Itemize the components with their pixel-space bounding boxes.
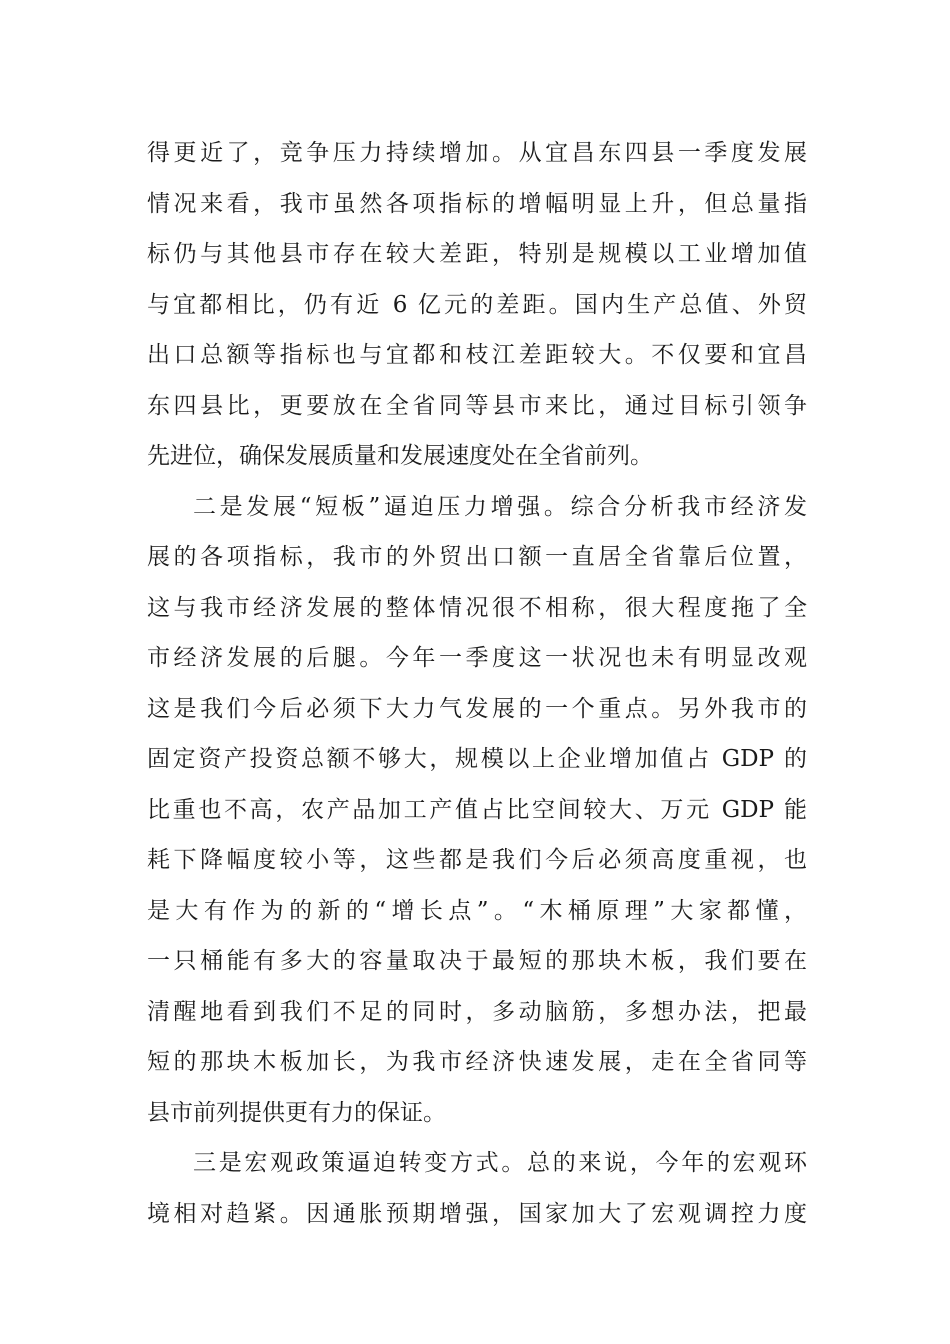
paragraph-1-line-5: 出口总额等指标也与宜都和枝江差距较大。不仅要和宜昌	[147, 342, 807, 368]
paragraph-1-line-6: 东四县比，更要放在全省同等县市来比，通过目标引领争	[147, 392, 807, 419]
paragraph-1-line-2: 情况来看，我市虽然各项指标的增幅明显上升，但总量指	[147, 190, 807, 217]
paragraph-1-line-3: 标仍与其他县市存在较大差距，特别是规模以工业增加值	[147, 241, 807, 267]
paragraph-2-line-5: 这是我们今后必须下大力气发展的一个重点。另外我市的	[147, 695, 807, 722]
paragraph-2-line-13: 县市前列提供更有力的保证。	[147, 1099, 446, 1126]
paragraph-2-line-6: 固定资产投资总额不够大，规模以上企业增加值占 GDP 的	[147, 746, 807, 772]
paragraph-2-line-2: 展的各项指标，我市的外贸出口额一直居全省靠后位置，	[147, 544, 807, 570]
paragraph-2-line-10: 一只桶能有多大的容量取决于最短的那块木板，我们要在	[147, 948, 807, 974]
paragraph-3-line-2: 境相对趋紧。因通胀预期增强，国家加大了宏观调控力度	[147, 1200, 807, 1227]
paragraph-2-line-9: 是大有作为的新的“增长点”。“木桶原理”大家都懂，	[147, 897, 807, 924]
paragraph-2-line-7: 比重也不高，农产品加工产值占比空间较大、万元 GDP 能	[147, 796, 807, 823]
paragraph-2-line-1: 二是发展“短板”逼迫压力增强。综合分析我市经济发	[193, 493, 807, 520]
paragraph-3-line-1: 三是宏观政策逼迫转变方式。总的来说，今年的宏观环	[193, 1150, 807, 1176]
document-body	[147, 128, 807, 1239]
paragraph-1-line-7: 先进位，确保发展质量和发展速度处在全省前列。	[147, 443, 653, 469]
paragraph-1-line-4: 与宜都相比，仍有近 6 亿元的差距。国内生产总值、外贸	[147, 291, 807, 318]
paragraph-2-line-3: 这与我市经济发展的整体情况很不相称，很大程度拖了全	[147, 594, 807, 621]
paragraph-2-line-8: 耗下降幅度较小等，这些都是我们今后必须高度重视，也	[147, 847, 807, 873]
paragraph-2-line-11: 清醒地看到我们不足的同时，多动脑筋，多想办法，把最	[147, 998, 807, 1025]
paragraph-1-line-1: 得更近了，竞争压力持续增加。从宜昌东四县一季度发展	[147, 140, 807, 166]
paragraph-2-line-12: 短的那块木板加长，为我市经济快速发展，走在全省同等	[147, 1049, 807, 1075]
paragraph-2-line-4: 市经济发展的后腿。今年一季度这一状况也未有明显改观	[147, 645, 807, 671]
